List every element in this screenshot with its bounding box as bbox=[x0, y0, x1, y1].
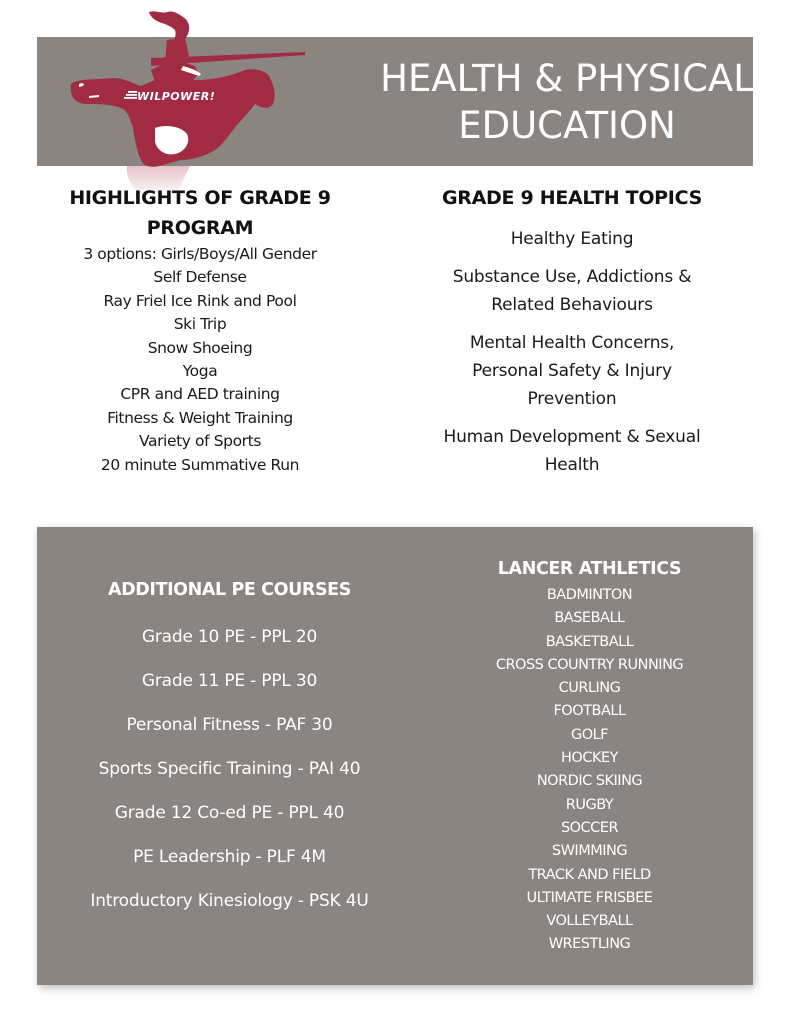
list-item: FOOTBALL bbox=[553, 703, 626, 720]
topic-line: Related Behaviours bbox=[491, 295, 653, 315]
courses-athletics-panel bbox=[37, 527, 753, 985]
list-item: Yoga bbox=[182, 362, 218, 381]
list-item: VOLLEYBALL bbox=[546, 913, 633, 930]
list-item: TRACK AND FIELD bbox=[528, 866, 651, 883]
topic-line: Personal Safety & Injury bbox=[472, 361, 672, 381]
logo-text: WILPOWER! bbox=[137, 90, 216, 103]
list-item bbox=[412, 263, 732, 319]
list-item bbox=[412, 329, 732, 413]
topic-line: Substance Use, Addictions & bbox=[452, 267, 692, 287]
list-item: WRESTLING bbox=[548, 936, 631, 953]
list-item: Variety of Sports bbox=[138, 432, 262, 451]
list-item: Grade 11 PE - PPL 30 bbox=[141, 671, 318, 691]
grade-9-health-topics-section bbox=[412, 183, 732, 489]
list-item: PE Leadership - PLF 4M bbox=[133, 847, 326, 867]
topic-line: Health bbox=[544, 455, 600, 475]
grade-9-highlights-section bbox=[40, 183, 360, 477]
list-item: Grade 12 Co-ed PE - PPL 40 bbox=[114, 803, 345, 823]
highlights-heading bbox=[40, 183, 360, 243]
topic-line: Mental Health Concerns, bbox=[469, 333, 675, 353]
list-item: BASEBALL bbox=[554, 610, 625, 627]
wilpower-wordmark bbox=[124, 90, 215, 103]
page-title-line-1: HEALTH & PHYSICAL bbox=[380, 57, 754, 100]
page-title-line-2: EDUCATION bbox=[458, 104, 676, 147]
list-item: Self Defense bbox=[153, 268, 247, 287]
list-item: CPR and AED training bbox=[120, 385, 280, 404]
health-topics-list bbox=[412, 225, 732, 479]
list-item: Grade 10 PE - PPL 20 bbox=[141, 627, 318, 647]
topic-line: Human Development & Sexual bbox=[443, 427, 701, 447]
list-item: Fitness & Weight Training bbox=[107, 408, 293, 427]
list-item: Personal Fitness - PAF 30 bbox=[126, 715, 333, 735]
list-item: 20 minute Summative Run bbox=[100, 455, 300, 474]
list-item: BASKETBALL bbox=[545, 633, 634, 650]
list-item: GOLF bbox=[570, 726, 609, 743]
topic-line: Prevention bbox=[527, 389, 617, 409]
topic-line: Healthy Eating bbox=[510, 229, 634, 249]
list-item: CURLING bbox=[558, 680, 621, 697]
list-item bbox=[412, 225, 732, 253]
additional-pe-courses-section bbox=[37, 575, 422, 923]
list-item: BADMINTON bbox=[546, 587, 633, 603]
additional-courses-heading: ADDITIONAL PE COURSES bbox=[108, 580, 351, 600]
highlights-heading-line-2: PROGRAM bbox=[146, 217, 254, 239]
list-item: NORDIC SKIING bbox=[536, 773, 643, 790]
athletics-heading: LANCER ATHLETICS bbox=[497, 559, 682, 579]
page-title bbox=[337, 55, 790, 149]
list-item: SOCCER bbox=[560, 819, 619, 836]
list-item: Ray Friel Ice Rink and Pool bbox=[103, 291, 297, 310]
list-item: Introductory Kinesiology - PSK 4U bbox=[90, 891, 369, 911]
highlights-heading-line-1: HIGHLIGHTS OF GRADE 9 bbox=[69, 187, 331, 209]
list-item bbox=[412, 423, 732, 479]
list-item: SWIMMING bbox=[551, 843, 628, 860]
health-topics-heading: GRADE 9 HEALTH TOPICS bbox=[442, 187, 702, 209]
list-item: RUGBY bbox=[565, 796, 614, 813]
list-item: HOCKEY bbox=[561, 750, 618, 767]
list-item: ULTIMATE FRISBEE bbox=[526, 889, 653, 906]
list-item: Sports Specific Training - PAI 40 bbox=[98, 759, 361, 779]
list-item: CROSS COUNTRY RUNNING bbox=[495, 656, 684, 673]
list-item: Snow Shoeing bbox=[147, 338, 253, 357]
list-item: Ski Trip bbox=[173, 315, 227, 334]
highlights-list bbox=[40, 243, 360, 477]
list-item: 3 options: Girls/Boys/All Gender bbox=[83, 245, 317, 263]
lancer-athletics-section bbox=[457, 554, 722, 957]
